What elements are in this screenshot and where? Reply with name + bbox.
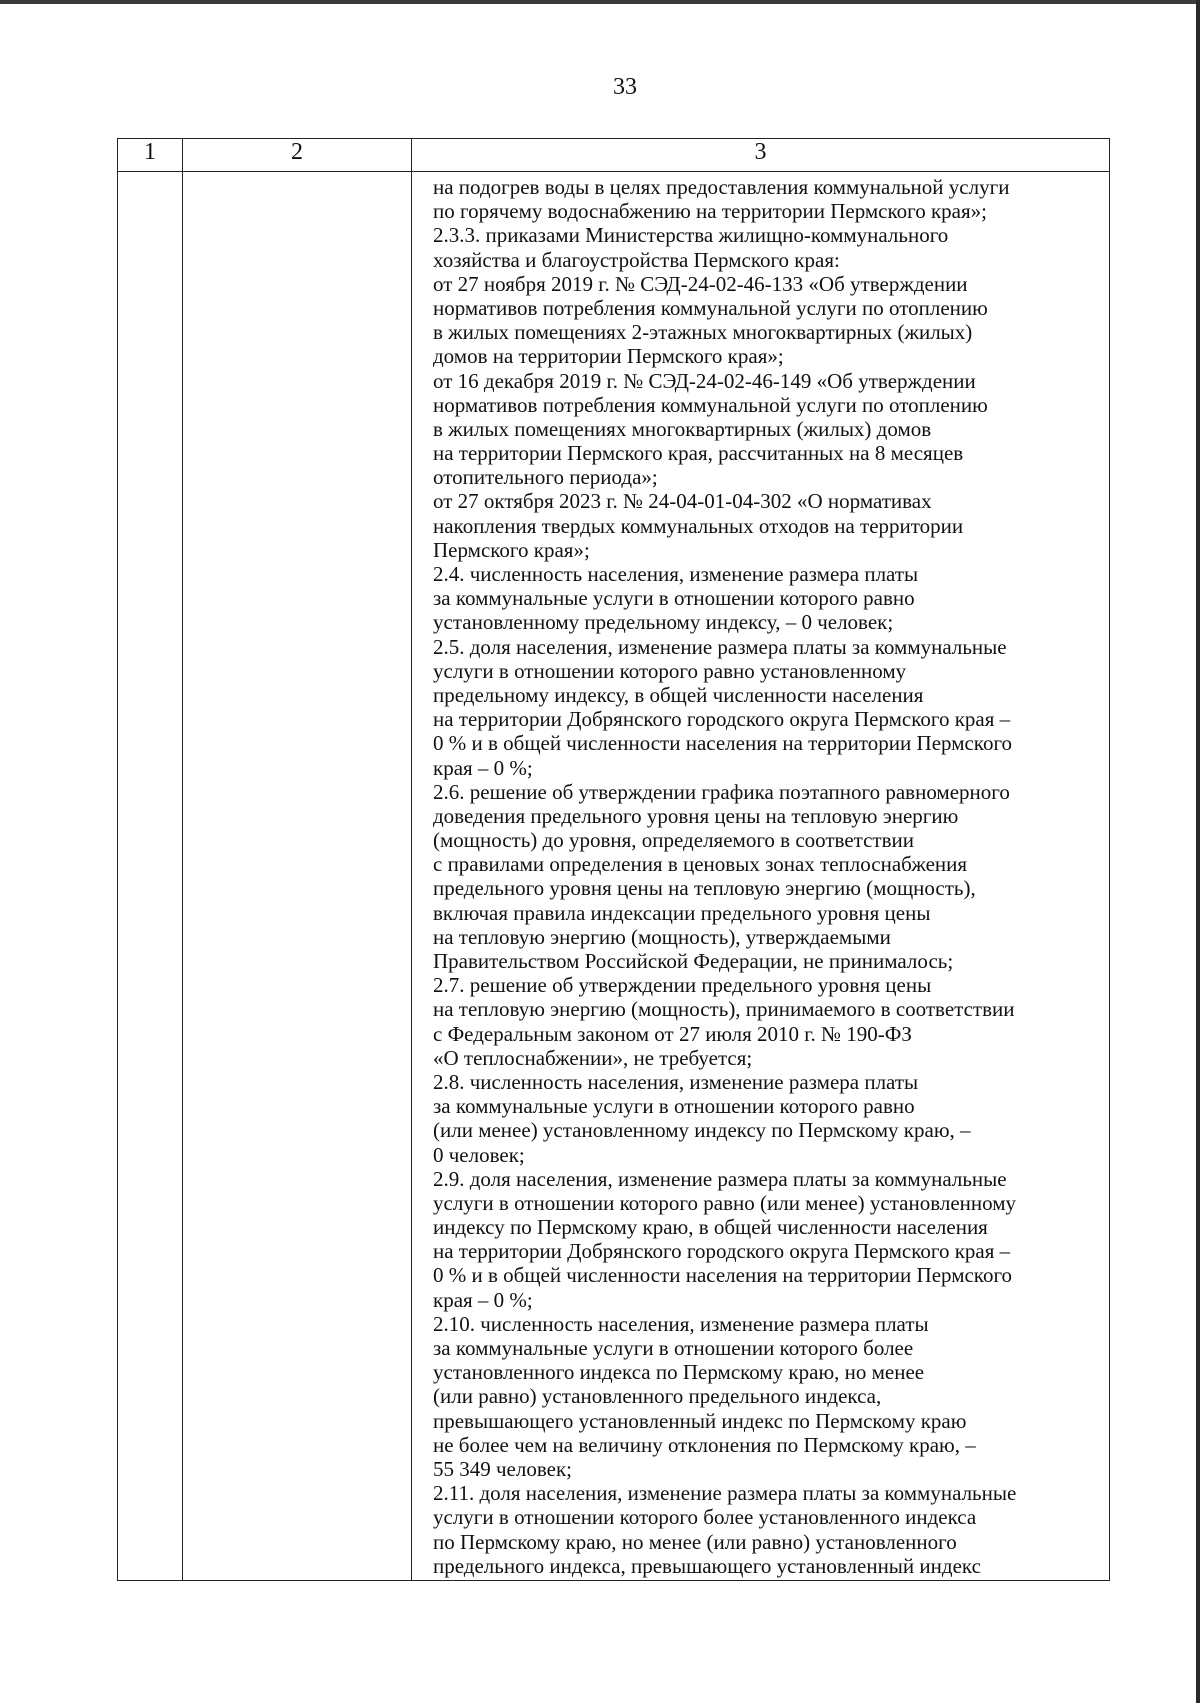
text-line: услуги в отношении которого равно (или менее) установленному — [433, 1190, 1017, 1215]
text-line: 0 % и в общей численности населения на территории Пермского — [433, 1263, 1013, 1288]
text-line: 0 человек; — [433, 1142, 525, 1167]
text-line: накопления твердых коммунальных отходов на территории — [433, 513, 964, 538]
text-line: отопительного периода»; — [433, 465, 658, 490]
cell-column-1 — [118, 172, 183, 1581]
text-line: 0 % и в общей численности населения на территории Пермского — [433, 731, 1013, 756]
text-line: края – 0 %; — [433, 755, 533, 780]
text-line: по горячему водоснабжению на территории Пермского края»; — [433, 199, 987, 224]
table-header-row — [118, 139, 1110, 172]
text-line: от 27 октября 2023 г. № 24-04-01-04-302 «О нормативах — [433, 489, 932, 514]
text-line: за коммунальные услуги в отношении которого более — [433, 1336, 914, 1360]
document-table — [117, 138, 1110, 1581]
text-line: предельному индексу, в общей численности населения — [433, 682, 924, 707]
text-line: 2.7. решение об утверждении предельного уровня цены — [433, 973, 932, 998]
text-line: доведения предельного уровня цены на тепловую энергию — [433, 803, 959, 828]
text-line: «О теплоснабжении», не требуется; — [433, 1045, 753, 1070]
text-line: 2.3.3. приказами Министерства жилищно-коммунального — [433, 223, 949, 248]
text-line: предельного уровня цены на тепловую энергию (мощность), — [433, 876, 976, 901]
text-line: включая правила индексации предельного уровня цены — [433, 900, 931, 925]
column-header-2: 2 — [183, 139, 412, 172]
text-line: края – 0 %; — [433, 1287, 533, 1312]
text-line: в жилых помещениях многоквартирных (жилых) домов — [433, 416, 932, 441]
text-line: на подогрев воды в целях предоставления коммунальной услуги — [433, 175, 1010, 199]
text-line: на тепловую энергию (мощность), принимаемого в соответствии — [433, 997, 1015, 1022]
text-line: 2.5. доля населения, изменение размера платы за коммунальные — [433, 634, 1007, 659]
text-line: (или менее) установленному индексу по Пермскому краю, – — [433, 1118, 971, 1143]
text-line: на территории Пермского края, рассчитанных на 8 месяцев — [433, 441, 964, 466]
text-line: 2.11. доля населения, изменение размера платы за коммунальные — [433, 1481, 1017, 1506]
text-line: Пермского края»; — [433, 537, 590, 562]
page-number: 33 — [613, 74, 637, 100]
text-line: с правилами определения в ценовых зонах теплоснабжения — [433, 852, 968, 877]
text-line: по Пермскому краю, но менее (или равно) установленного — [433, 1529, 957, 1554]
text-line: от 27 ноября 2019 г. № СЭД-24-02-46-133 «Об утверждении — [433, 271, 968, 296]
text-line: 55 349 человек; — [433, 1456, 573, 1481]
text-line: нормативов потребления коммунальной услуги по отоплению — [433, 392, 988, 417]
text-line: на территории Добрянского городского округа Пермского края – — [433, 707, 1011, 732]
text-line: 2.6. решение об утверждении графика поэтапного равномерного — [433, 779, 1010, 804]
cell-text — [412, 172, 1109, 1578]
text-line: с Федеральным законом от 27 июля 2010 г. № 190-ФЗ — [433, 1021, 912, 1046]
cell-column-2 — [183, 172, 412, 1581]
text-line: (или равно) установленного предельного индекса, — [433, 1384, 882, 1409]
column-header-3: 3 — [412, 139, 1110, 172]
text-line: хозяйства и благоустройства Пермского края: — [433, 247, 840, 272]
scan-edge-right — [1196, 0, 1200, 1703]
text-line: 2.4. численность населения, изменение размера платы — [433, 562, 919, 586]
scan-edge-top — [0, 0, 1200, 4]
text-line: услуги в отношении которого более установленного индекса — [433, 1505, 977, 1530]
text-line: в жилых помещениях 2-этажных многоквартирных (жилых) — [433, 320, 973, 345]
text-line: нормативов потребления коммунальной услуги по отоплению — [433, 295, 988, 320]
text-line: 2.10. численность населения, изменение размера платы — [433, 1311, 929, 1336]
text-line: превышающего установленный индекс по Пермскому краю — [433, 1408, 967, 1433]
text-line: услуги в отношении которого равно установленному — [433, 658, 907, 683]
text-line: 2.9. доля населения, изменение размера платы за коммунальные — [433, 1166, 1007, 1191]
text-line: (мощность) до уровня, определяемого в соответствии — [433, 828, 914, 853]
text-line: домов на территории Пермского края»; — [433, 344, 784, 369]
text-line: установленному предельному индексу, – 0 человек; — [433, 610, 894, 635]
text-line: индексу по Пермскому краю, в общей численности населения — [433, 1215, 988, 1240]
text-line: установленного индекса по Пермскому краю, но менее — [433, 1360, 925, 1385]
cell-column-3 — [412, 172, 1110, 1581]
text-line: не более чем на величину отклонения по Пермскому краю, – — [433, 1432, 976, 1457]
text-line: за коммунальные услуги в отношении которого равно — [433, 1094, 915, 1119]
text-line: предельного индекса, превышающего установленный индекс — [433, 1553, 981, 1578]
text-line: за коммунальные услуги в отношении которого равно — [433, 586, 915, 611]
text-line: 2.8. численность населения, изменение размера платы — [433, 1069, 919, 1094]
text-line: на территории Добрянского городского округа Пермского края – — [433, 1239, 1011, 1264]
text-line: на тепловую энергию (мощность), утверждаемыми — [433, 924, 891, 949]
text-line: от 16 декабря 2019 г. № СЭД-24-02-46-149 «Об утверждении — [433, 368, 976, 393]
table-row — [118, 172, 1110, 1581]
text-line: Правительством Российской Федерации, не принималось; — [433, 949, 954, 973]
column-header-1: 1 — [118, 139, 183, 172]
